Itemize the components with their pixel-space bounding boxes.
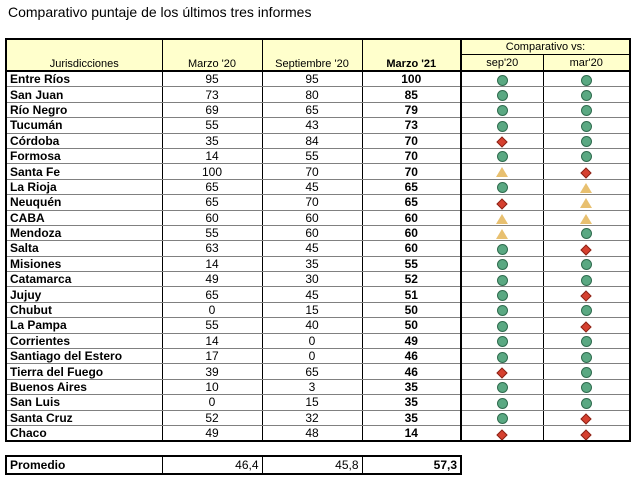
septiembre-20-value: 70 bbox=[262, 195, 362, 210]
septiembre-20-value: 65 bbox=[262, 364, 362, 379]
jurisdiction-name: Corrientes bbox=[6, 333, 162, 348]
vs-mar20-cell bbox=[543, 133, 630, 148]
vs-sep20-cell bbox=[461, 364, 543, 379]
green-circle-icon bbox=[581, 336, 592, 347]
vs-sep20-cell bbox=[461, 71, 543, 87]
green-circle-icon bbox=[497, 151, 508, 162]
marzo-21-value: 35 bbox=[362, 395, 461, 410]
marzo-20-value: 73 bbox=[162, 87, 262, 102]
marzo-21-value: 50 bbox=[362, 302, 461, 317]
green-circle-icon bbox=[497, 290, 508, 301]
marzo-20-value: 49 bbox=[162, 425, 262, 441]
table-row bbox=[6, 179, 630, 194]
vs-mar20-cell bbox=[543, 164, 630, 179]
jurisdiction-name: Tucumán bbox=[6, 118, 162, 133]
jurisdiction-name: Misiones bbox=[6, 256, 162, 271]
green-circle-icon bbox=[497, 352, 508, 363]
green-circle-icon bbox=[581, 382, 592, 393]
marzo-20-value: 100 bbox=[162, 164, 262, 179]
vs-sep20-cell bbox=[461, 241, 543, 256]
marzo-21-value: 70 bbox=[362, 164, 461, 179]
marzo-21-value: 70 bbox=[362, 148, 461, 163]
page-title: Comparativo puntaje de los últimos tres informes bbox=[8, 4, 312, 20]
jurisdiction-name: Chaco bbox=[6, 425, 162, 441]
marzo-21-value: 65 bbox=[362, 179, 461, 194]
marzo-20-value: 95 bbox=[162, 71, 262, 87]
vs-sep20-cell bbox=[461, 179, 543, 194]
jurisdiction-name: Buenos Aires bbox=[6, 379, 162, 394]
green-circle-icon bbox=[497, 105, 508, 116]
vs-sep20-cell bbox=[461, 395, 543, 410]
marzo-20-value: 14 bbox=[162, 148, 262, 163]
vs-mar20-cell bbox=[543, 195, 630, 210]
table-row bbox=[6, 333, 630, 348]
green-circle-icon bbox=[581, 275, 592, 286]
green-circle-icon bbox=[497, 382, 508, 393]
vs-mar20-cell bbox=[543, 148, 630, 163]
vs-mar20-cell bbox=[543, 302, 630, 317]
marzo-20-value: 14 bbox=[162, 333, 262, 348]
table-row bbox=[6, 118, 630, 133]
vs-sep20-cell bbox=[461, 118, 543, 133]
table-row bbox=[6, 364, 630, 379]
green-circle-icon bbox=[497, 336, 508, 347]
marzo-20-value: 65 bbox=[162, 179, 262, 194]
table-row bbox=[6, 164, 630, 179]
table-row bbox=[6, 318, 630, 333]
red-diamond-icon bbox=[497, 367, 508, 378]
marzo-21-value: 50 bbox=[362, 318, 461, 333]
red-diamond-icon bbox=[581, 244, 592, 255]
table-row bbox=[6, 272, 630, 287]
red-diamond-icon bbox=[497, 136, 508, 147]
green-circle-icon bbox=[497, 121, 508, 132]
septiembre-20-value: 65 bbox=[262, 102, 362, 117]
green-circle-icon bbox=[581, 367, 592, 378]
yellow-triangle-icon bbox=[580, 198, 592, 208]
vs-sep20-cell bbox=[461, 333, 543, 348]
marzo-20-value: 35 bbox=[162, 133, 262, 148]
jurisdiction-name: San Juan bbox=[6, 87, 162, 102]
vs-sep20-cell bbox=[461, 425, 543, 441]
green-circle-icon bbox=[497, 275, 508, 286]
red-diamond-icon bbox=[497, 198, 508, 209]
yellow-triangle-icon bbox=[580, 183, 592, 193]
marzo-21-value: 79 bbox=[362, 102, 461, 117]
green-circle-icon bbox=[497, 75, 508, 86]
septiembre-20-value: 84 bbox=[262, 133, 362, 148]
table-row bbox=[6, 379, 630, 394]
marzo-20-value: 60 bbox=[162, 210, 262, 225]
table-row bbox=[6, 87, 630, 102]
septiembre-20-value: 45 bbox=[262, 287, 362, 302]
green-circle-icon bbox=[497, 259, 508, 270]
promedio-row bbox=[5, 455, 462, 475]
marzo-20-value: 17 bbox=[162, 349, 262, 364]
vs-mar20-cell bbox=[543, 272, 630, 287]
green-circle-icon bbox=[581, 75, 592, 86]
promedio-label: Promedio bbox=[6, 456, 162, 474]
jurisdiction-name: San Luis bbox=[6, 395, 162, 410]
red-diamond-icon bbox=[497, 429, 508, 440]
table-row bbox=[6, 71, 630, 87]
yellow-triangle-icon bbox=[580, 214, 592, 224]
vs-sep20-cell bbox=[461, 318, 543, 333]
vs-sep20-cell bbox=[461, 102, 543, 117]
promedio-marzo-20: 46,4 bbox=[162, 456, 262, 474]
marzo-21-value: 60 bbox=[362, 225, 461, 240]
green-circle-icon bbox=[497, 305, 508, 316]
jurisdiction-name: Entre Ríos bbox=[6, 71, 162, 87]
marzo-20-value: 49 bbox=[162, 272, 262, 287]
jurisdiction-name: La Rioja bbox=[6, 179, 162, 194]
septiembre-20-value: 3 bbox=[262, 379, 362, 394]
jurisdiction-name: Tierra del Fuego bbox=[6, 364, 162, 379]
table-row bbox=[6, 410, 630, 425]
yellow-triangle-icon bbox=[496, 214, 508, 224]
jurisdiction-name: Chubut bbox=[6, 302, 162, 317]
jurisdiction-name: Salta bbox=[6, 241, 162, 256]
green-circle-icon bbox=[497, 244, 508, 255]
table-row bbox=[6, 425, 630, 441]
green-circle-icon bbox=[581, 305, 592, 316]
red-diamond-icon bbox=[581, 290, 592, 301]
promedio-septiembre-20: 45,8 bbox=[262, 456, 362, 474]
vs-mar20-cell bbox=[543, 118, 630, 133]
table-row bbox=[6, 287, 630, 302]
jurisdiction-name: Santa Cruz bbox=[6, 410, 162, 425]
vs-sep20-cell bbox=[461, 195, 543, 210]
red-diamond-icon bbox=[581, 413, 592, 424]
green-circle-icon bbox=[581, 151, 592, 162]
vs-mar20-cell bbox=[543, 379, 630, 394]
table-row bbox=[6, 349, 630, 364]
marzo-21-value: 52 bbox=[362, 272, 461, 287]
marzo-21-value: 100 bbox=[362, 71, 461, 87]
vs-mar20-cell bbox=[543, 225, 630, 240]
vs-mar20-cell bbox=[543, 287, 630, 302]
table-row bbox=[6, 102, 630, 117]
red-diamond-icon bbox=[581, 167, 592, 178]
vs-mar20-cell bbox=[543, 102, 630, 117]
green-circle-icon bbox=[581, 105, 592, 116]
jurisdiction-name: Catamarca bbox=[6, 272, 162, 287]
vs-mar20-cell bbox=[543, 210, 630, 225]
header-mar20: mar'20 bbox=[543, 55, 630, 72]
vs-sep20-cell bbox=[461, 164, 543, 179]
marzo-20-value: 10 bbox=[162, 379, 262, 394]
red-diamond-icon bbox=[581, 429, 592, 440]
table-row bbox=[6, 148, 630, 163]
septiembre-20-value: 0 bbox=[262, 333, 362, 348]
septiembre-20-value: 55 bbox=[262, 148, 362, 163]
marzo-20-value: 52 bbox=[162, 410, 262, 425]
vs-mar20-cell bbox=[543, 364, 630, 379]
yellow-triangle-icon bbox=[496, 167, 508, 177]
marzo-21-value: 46 bbox=[362, 349, 461, 364]
septiembre-20-value: 60 bbox=[262, 210, 362, 225]
septiembre-20-value: 45 bbox=[262, 179, 362, 194]
septiembre-20-value: 70 bbox=[262, 164, 362, 179]
septiembre-20-value: 60 bbox=[262, 225, 362, 240]
jurisdiction-name: CABA bbox=[6, 210, 162, 225]
jurisdiction-name: La Pampa bbox=[6, 318, 162, 333]
table-row bbox=[6, 395, 630, 410]
septiembre-20-value: 95 bbox=[262, 71, 362, 87]
header-jurisdicciones: Jurisdicciones bbox=[6, 39, 162, 71]
jurisdiction-name: Santa Fe bbox=[6, 164, 162, 179]
vs-mar20-cell bbox=[543, 395, 630, 410]
table-row bbox=[6, 210, 630, 225]
marzo-21-value: 65 bbox=[362, 195, 461, 210]
marzo-20-value: 65 bbox=[162, 195, 262, 210]
green-circle-icon bbox=[581, 136, 592, 147]
marzo-20-value: 65 bbox=[162, 287, 262, 302]
vs-mar20-cell bbox=[543, 241, 630, 256]
septiembre-20-value: 80 bbox=[262, 87, 362, 102]
vs-sep20-cell bbox=[461, 256, 543, 271]
marzo-21-value: 73 bbox=[362, 118, 461, 133]
jurisdiction-name: Jujuy bbox=[6, 287, 162, 302]
table-row bbox=[6, 241, 630, 256]
table-row bbox=[6, 225, 630, 240]
jurisdiction-name: Neuquén bbox=[6, 195, 162, 210]
header-comparativo: Comparativo vs: bbox=[461, 39, 630, 55]
table-row bbox=[6, 195, 630, 210]
green-circle-icon bbox=[581, 228, 592, 239]
header-septiembre-20: Septiembre '20 bbox=[262, 39, 362, 71]
marzo-21-value: 60 bbox=[362, 241, 461, 256]
vs-mar20-cell bbox=[543, 333, 630, 348]
marzo-20-value: 55 bbox=[162, 118, 262, 133]
jurisdiction-name: Río Negro bbox=[6, 102, 162, 117]
vs-sep20-cell bbox=[461, 302, 543, 317]
septiembre-20-value: 0 bbox=[262, 349, 362, 364]
vs-mar20-cell bbox=[543, 410, 630, 425]
red-diamond-icon bbox=[581, 321, 592, 332]
vs-mar20-cell bbox=[543, 256, 630, 271]
marzo-20-value: 0 bbox=[162, 302, 262, 317]
green-circle-icon bbox=[581, 352, 592, 363]
vs-sep20-cell bbox=[461, 133, 543, 148]
promedio-marzo-21: 57,3 bbox=[362, 456, 461, 474]
marzo-20-value: 63 bbox=[162, 241, 262, 256]
marzo-21-value: 35 bbox=[362, 410, 461, 425]
vs-mar20-cell bbox=[543, 179, 630, 194]
septiembre-20-value: 35 bbox=[262, 256, 362, 271]
jurisdiction-name: Córdoba bbox=[6, 133, 162, 148]
green-circle-icon bbox=[497, 398, 508, 409]
septiembre-20-value: 15 bbox=[262, 395, 362, 410]
marzo-20-value: 69 bbox=[162, 102, 262, 117]
jurisdiction-name: Santiago del Estero bbox=[6, 349, 162, 364]
septiembre-20-value: 15 bbox=[262, 302, 362, 317]
marzo-20-value: 55 bbox=[162, 225, 262, 240]
vs-sep20-cell bbox=[461, 148, 543, 163]
vs-sep20-cell bbox=[461, 87, 543, 102]
green-circle-icon bbox=[497, 321, 508, 332]
header-marzo-21: Marzo '21 bbox=[362, 39, 461, 71]
marzo-20-value: 14 bbox=[162, 256, 262, 271]
green-circle-icon bbox=[581, 90, 592, 101]
table-row bbox=[6, 302, 630, 317]
green-circle-icon bbox=[497, 182, 508, 193]
marzo-20-value: 39 bbox=[162, 364, 262, 379]
vs-mar20-cell bbox=[543, 71, 630, 87]
marzo-21-value: 85 bbox=[362, 87, 461, 102]
vs-sep20-cell bbox=[461, 225, 543, 240]
vs-sep20-cell bbox=[461, 379, 543, 394]
vs-mar20-cell bbox=[543, 87, 630, 102]
septiembre-20-value: 32 bbox=[262, 410, 362, 425]
vs-sep20-cell bbox=[461, 210, 543, 225]
marzo-21-value: 35 bbox=[362, 379, 461, 394]
septiembre-20-value: 45 bbox=[262, 241, 362, 256]
marzo-21-value: 49 bbox=[362, 333, 461, 348]
septiembre-20-value: 43 bbox=[262, 118, 362, 133]
marzo-20-value: 0 bbox=[162, 395, 262, 410]
vs-mar20-cell bbox=[543, 425, 630, 441]
green-circle-icon bbox=[497, 90, 508, 101]
septiembre-20-value: 30 bbox=[262, 272, 362, 287]
marzo-21-value: 14 bbox=[362, 425, 461, 441]
vs-sep20-cell bbox=[461, 287, 543, 302]
septiembre-20-value: 40 bbox=[262, 318, 362, 333]
green-circle-icon bbox=[497, 413, 508, 424]
yellow-triangle-icon bbox=[496, 229, 508, 239]
table-row bbox=[6, 133, 630, 148]
marzo-21-value: 51 bbox=[362, 287, 461, 302]
header-sep20: sep'20 bbox=[461, 55, 543, 72]
green-circle-icon bbox=[581, 259, 592, 270]
septiembre-20-value: 48 bbox=[262, 425, 362, 441]
green-circle-icon bbox=[581, 121, 592, 132]
marzo-21-value: 55 bbox=[362, 256, 461, 271]
jurisdiction-name: Formosa bbox=[6, 148, 162, 163]
marzo-21-value: 46 bbox=[362, 364, 461, 379]
vs-mar20-cell bbox=[543, 318, 630, 333]
vs-sep20-cell bbox=[461, 349, 543, 364]
jurisdiction-name: Mendoza bbox=[6, 225, 162, 240]
green-circle-icon bbox=[581, 398, 592, 409]
marzo-21-value: 70 bbox=[362, 133, 461, 148]
marzo-21-value: 60 bbox=[362, 210, 461, 225]
table-row bbox=[6, 256, 630, 271]
comparison-table bbox=[5, 38, 631, 442]
header-marzo-20: Marzo '20 bbox=[162, 39, 262, 71]
vs-sep20-cell bbox=[461, 410, 543, 425]
vs-sep20-cell bbox=[461, 272, 543, 287]
marzo-20-value: 55 bbox=[162, 318, 262, 333]
vs-mar20-cell bbox=[543, 349, 630, 364]
